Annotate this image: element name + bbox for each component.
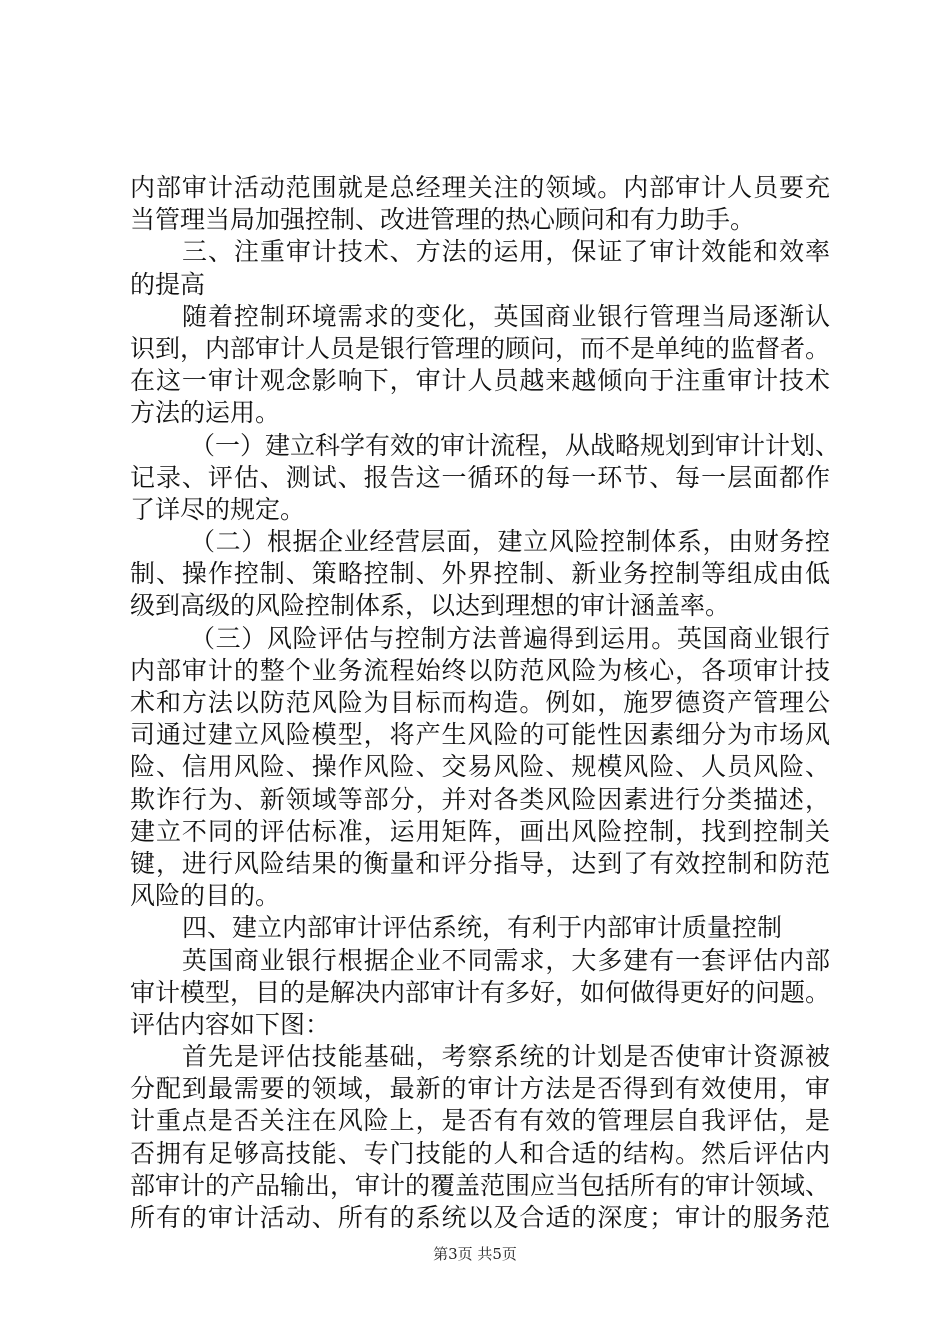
page-number: 第3页 共5页 <box>433 1245 517 1263</box>
text-line: 险、信用风险、操作风险、交易风险、规模风险、人员风险、 <box>130 752 830 782</box>
text-line: 内部审计活动范围就是总经理关注的领域。内部审计人员要充 <box>130 173 830 202</box>
subsection-2: （二）根据企业经营层面，建立风险控制体系，由财务控 <box>190 527 830 557</box>
section-heading-3: 三、注重审计技术、方法的运用，保证了审计效能和效率 <box>182 237 830 267</box>
text-line: 方法的运用。 <box>130 398 281 428</box>
text-line: 首先是评估技能基础，考察系统的计划是否使审计资源被 <box>182 1042 830 1072</box>
text-line: 当管理当局加强控制、改进管理的热心顾问和有力助手。 <box>130 205 756 235</box>
section-heading-4: 四、建立内部审计评估系统，有利于内部审计质量控制 <box>182 913 783 943</box>
text-line: 术和方法以防范风险为目标而构造。例如，施罗德资产管理公 <box>130 688 830 717</box>
text-line: 识到，内部审计人员是银行管理的顾问，而不是单纯的监督者。 <box>130 333 831 363</box>
subsection-1: （一）建立科学有效的审计流程，从战略规划到审计计划、 <box>190 430 841 460</box>
text-line: 英国商业银行根据企业不同需求，大多建有一套评估内部 <box>182 945 830 975</box>
subsection-3: （三）风险评估与控制方法普遍得到运用。英国商业银行 <box>190 623 830 653</box>
text-line: 部审计的产品输出，审计的覆盖范围应当包括所有的审计领域、 <box>130 1170 831 1200</box>
text-line: 风险的目的。 <box>130 881 281 911</box>
text-line: 所有的审计活动、所有的系统以及合适的深度；审计的服务范 <box>130 1203 830 1232</box>
text-line: 内部审计的整个业务流程始终以防范风险为核心，各项审计技 <box>130 655 830 685</box>
text-line: 司通过建立风险模型，将产生风险的可能性因素细分为市场风 <box>130 720 830 750</box>
text-line: 审计模型，目的是解决内部审计有多好，如何做得更好的问题。 <box>130 977 831 1007</box>
text-line: 制、操作控制、策略控制、外界控制、新业务控制等组成由低 <box>130 559 830 589</box>
text-line: 评估内容如下图： <box>130 1009 331 1039</box>
text-line: 记录、评估、测试、报告这一循环的每一环节、每一层面都作 <box>130 462 830 492</box>
text-line: 建立不同的评估标准，运用矩阵，画出风险控制，找到控制关 <box>130 816 830 846</box>
text-line: 级到高级的风险控制体系，以达到理想的审计涵盖率。 <box>130 591 731 621</box>
text-line: 了详尽的规定。 <box>130 494 306 524</box>
text-line: 随着控制环境需求的变化，英国商业银行管理当局逐渐认 <box>182 301 830 331</box>
text-line: 在这一审计观念影响下，审计人员越来越倾向于注重审计技术 <box>130 366 830 396</box>
section-heading-3-cont: 的提高 <box>130 269 206 299</box>
text-line: 否拥有足够高技能、专门技能的人和合适的结构。然后评估内 <box>130 1138 830 1168</box>
text-line: 计重点是否关注在风险上，是否有有效的管理层自我评估，是 <box>130 1106 830 1136</box>
text-line: 欺诈行为、新领域等部分，并对各类风险因素进行分类描述， <box>130 784 830 814</box>
document-body <box>130 172 841 1234</box>
text-line: 分配到最需要的领域，最新的审计方法是否得到有效使用，审 <box>130 1074 830 1104</box>
text-line: 键，进行风险结果的衡量和评分指导，达到了有效控制和防范 <box>130 848 830 878</box>
